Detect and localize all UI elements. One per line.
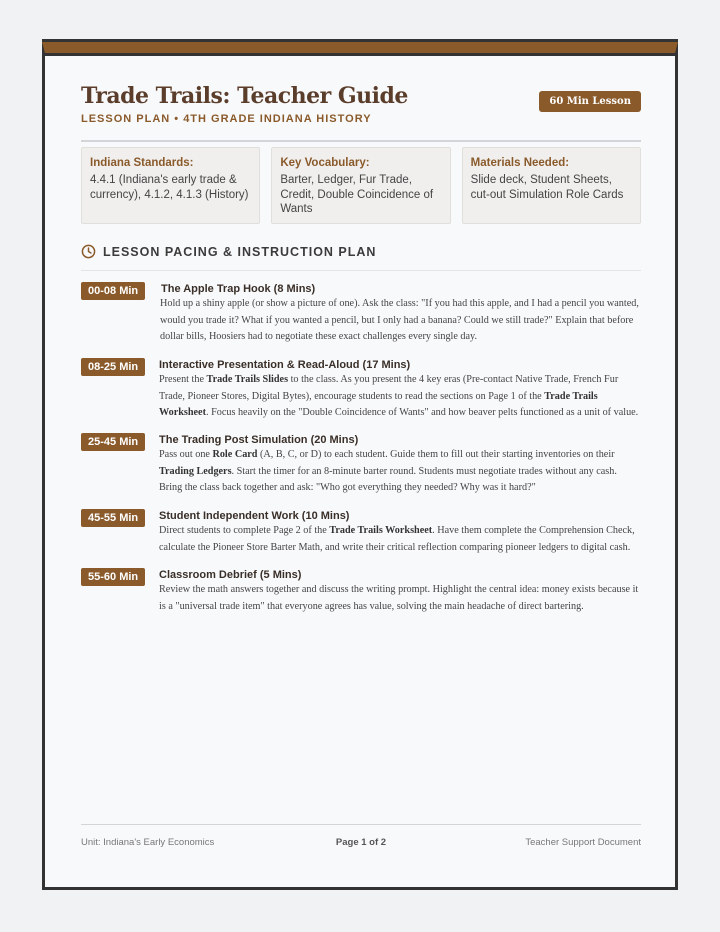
card-vocabulary xyxy=(271,147,450,224)
step-title: The Apple Trap Hook (8 Mins) xyxy=(161,283,316,295)
footer-divider xyxy=(81,824,641,825)
card-title: Indiana Standards: xyxy=(90,157,194,169)
card-body: 4.4.1 (Indiana's early trade & currency), 4.1.2, 4.1.3 (History) xyxy=(90,174,249,201)
page-title: Trade Trails: Teacher Guide xyxy=(81,83,408,109)
step-title: Classroom Debrief (5 Mins) xyxy=(159,569,302,581)
page-footer xyxy=(81,836,641,850)
card-title: Materials Needed: xyxy=(470,157,570,169)
card-standards xyxy=(81,147,260,224)
emphasis-text: Trade Trails Worksheet xyxy=(329,525,433,536)
step-description: Hold up a shiny apple (or show a picture of one). Ask the class: "If you had this apple, and I had a pencil you wanted, would you trade it? What if you wanted a pencil, but I only had a banana? Could we still trade?" Explain that before dollar bills, Hoosiers had to negotiate these exact challenges every single day. xyxy=(160,298,639,342)
step-description: Direct students to complete Page 2 of the Trade Trails Worksheet. Have them complete the Comprehension Check, calculate the Pioneer Store Barter Math, and write their critical reflection comparing pioneer ledgers to digital cash. xyxy=(159,525,635,553)
step-description: Review the math answers together and discuss the writing prompt. Highlight the central idea: money exists because it is a "universal trade item" that everyone agrees has value, solving the main headache of direct bartering. xyxy=(159,584,639,612)
time-badge: 00-08 Min xyxy=(81,282,145,300)
step-title: Student Independent Work (10 Mins) xyxy=(159,510,350,522)
step-title: The Trading Post Simulation (20 Mins) xyxy=(159,434,359,446)
time-badge: 25-45 Min xyxy=(81,433,145,451)
page-subtitle: LESSON PLAN • 4TH GRADE INDIANA HISTORY xyxy=(81,113,372,125)
document-page xyxy=(42,42,678,890)
emphasis-text: Trade Trails Worksheet xyxy=(159,390,598,418)
time-badge: 45-55 Min xyxy=(81,509,145,527)
card-materials xyxy=(462,147,641,224)
card-body: Slide deck, Student Sheets, cut-out Simulation Role Cards xyxy=(470,174,624,201)
emphasis-text: Role Card xyxy=(212,449,258,460)
lesson-duration-badge: 60 Min Lesson xyxy=(539,91,641,112)
section-title: LESSON PACING & INSTRUCTION PLAN xyxy=(103,245,377,259)
card-title: Key Vocabulary: xyxy=(280,157,370,169)
card-body: Barter, Ledger, Fur Trade, Credit, Double Coincidence of Wants xyxy=(280,174,434,215)
clock-icon xyxy=(81,244,96,259)
step-title: Interactive Presentation & Read-Aloud (17 Mins) xyxy=(159,359,411,371)
footer-page-number: Page 1 of 2 xyxy=(335,837,387,848)
step-description: Present the Trade Trails Slides to the class. As you present the 4 key eras (Pre-contact Native Trade, French Fur Trade, Pioneer Stores, Digital Bytes), encourage students to read the sections on Page 1 of the Trade Trails Worksheet. Focus heavily on the "Double Coincidence of Wants" and how beaver pelts functioned as a unit of value. xyxy=(159,374,639,418)
section-divider xyxy=(81,270,641,271)
footer-unit: Unit: Indiana's Early Economics xyxy=(81,837,215,848)
time-badge: 55-60 Min xyxy=(81,568,145,586)
emphasis-text: Trading Ledgers xyxy=(159,465,232,477)
page-top-border xyxy=(42,39,678,42)
header-divider xyxy=(81,140,641,142)
step-description: Pass out one Role Card (A, B, C, or D) to each student. Guide them to fill out their starting inventories on their Trading Ledgers. Start the timer for an 8-minute barter round. Students must negotiate trades without any cash. Bring the class back together and ask: "Who got everything they needed? Why was it hard?" xyxy=(159,449,617,493)
info-cards xyxy=(81,147,641,224)
emphasis-text: Trade Trails Slides xyxy=(206,374,289,385)
document-header xyxy=(81,83,641,133)
pacing-section-header xyxy=(81,243,641,265)
footer-doc-type: Teacher Support Document xyxy=(525,837,641,848)
time-badge: 08-25 Min xyxy=(81,358,145,376)
